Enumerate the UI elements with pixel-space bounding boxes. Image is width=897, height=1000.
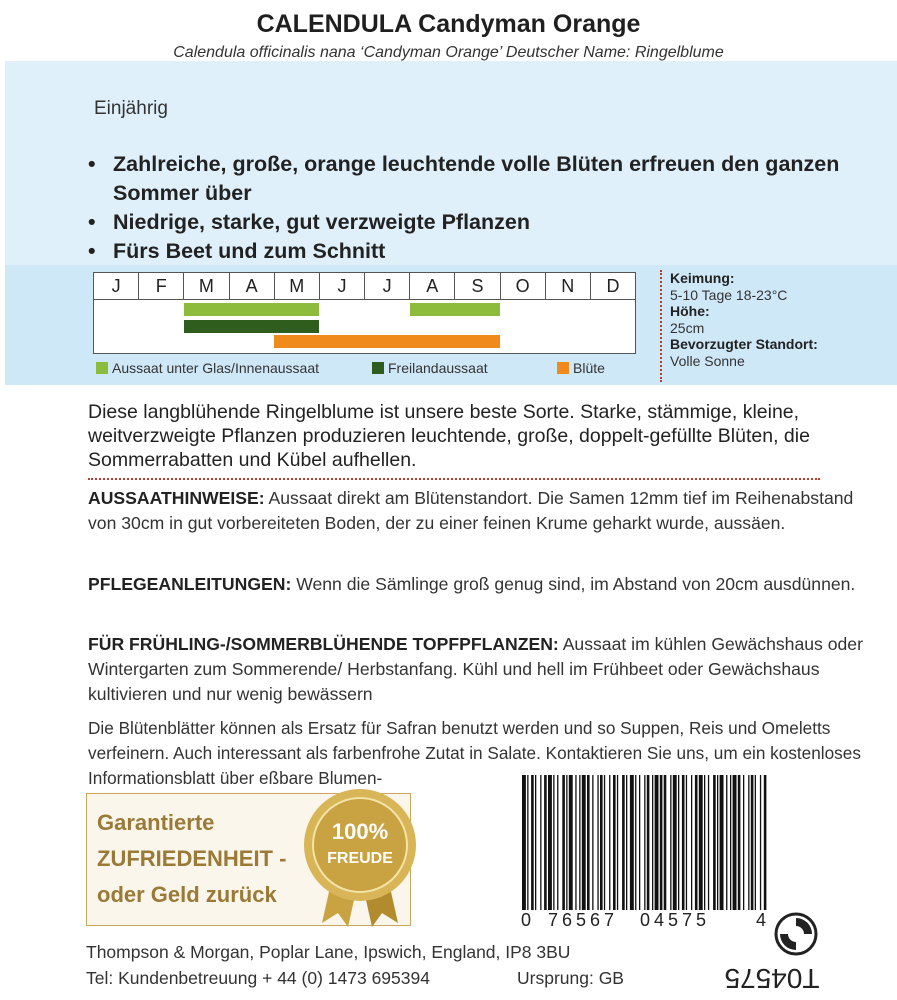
barcode-bar — [575, 775, 576, 910]
bar-indoor-sowing — [184, 303, 319, 316]
month-12: D — [606, 276, 620, 296]
barcode-bar — [613, 775, 616, 910]
legend-label-bloom: Blüte — [573, 360, 605, 376]
barcode-bar — [557, 775, 558, 910]
legend-bloom — [557, 360, 605, 376]
care-instructions — [88, 572, 878, 597]
pots-heading: FÜR FRÜHLING-/SOMMERBLÜHENDE TOPFPFLANZEN: — [88, 634, 559, 654]
barcode-bar — [652, 775, 653, 910]
sowing-calendar — [93, 272, 636, 354]
barcode-bar — [678, 775, 679, 910]
barcode-bar — [587, 775, 590, 910]
company-address: Thompson & Morgan, Poplar Lane, Ipswich, England, IP8 3BU — [86, 942, 571, 962]
barcode-bar — [579, 775, 580, 910]
section-divider — [88, 478, 820, 480]
description: Diese langblühende Ringelblume ist unsere beste Sorte. Starke, stämmige, kleine, weitverzweigte Pflanzen produzieren leuchtende, große, doppelt-gefüllte Blüten, die Sommerrabatten und Kübel aufhellen. — [88, 401, 810, 471]
sowing-text: Aussaat direkt am Blütenstandort. Die Samen 12mm tief im Reihenabstand von 30cm in gut vorbereiteten Boden, der zu einer feinen Krume geharkt wurde, aussäen. — [88, 488, 854, 533]
barcode-bar — [713, 775, 716, 910]
month-9: S — [455, 273, 500, 299]
location-value: Volle Sonne — [670, 352, 745, 369]
legend-indoor — [96, 360, 319, 376]
barcode-bar — [597, 775, 598, 910]
barcode-bar — [682, 775, 685, 910]
height-value: 25cm — [670, 319, 705, 336]
barcode-bar — [630, 775, 634, 910]
barcode-bar — [566, 775, 567, 910]
barcode-bar — [604, 775, 605, 910]
care-heading: PFLEGEANLEITUNGEN: — [88, 574, 292, 594]
month-6: J — [320, 273, 365, 299]
barcode-bar — [535, 775, 536, 910]
guarantee-line3: oder Geld zurück — [97, 882, 277, 907]
month-11: N — [546, 273, 591, 299]
annual-label: Einjährig — [94, 98, 168, 119]
month-5: M — [275, 273, 320, 299]
location-label: Bevorzugter Standort: — [670, 336, 818, 352]
barcode-bar — [660, 775, 663, 910]
barcode-bar — [717, 775, 718, 910]
month-8: A — [410, 273, 455, 299]
legend-swatch-outdoor — [372, 362, 384, 374]
barcode-bar — [600, 775, 603, 910]
guarantee-line1: Garantierte — [97, 810, 215, 835]
barcode-bar — [582, 775, 586, 910]
culinary-note: Die Blütenblätter können als Ersatz für Safran benutzt werden und so Suppen, Reis und Omeletts verfeinern. Auch interessant als farbenfrohe Zutat in Salate. Kontaktieren Sie uns, um ein kostenloses Informationsblatt über eßbare Blumen- — [88, 718, 861, 788]
satisfaction-seal — [300, 785, 420, 930]
barcode-bar — [522, 775, 526, 910]
bar-flowering — [274, 335, 499, 348]
barcode-bar — [691, 775, 692, 910]
barcode — [516, 775, 771, 910]
height-label: Höhe: — [670, 303, 710, 319]
month-1: J — [94, 273, 139, 299]
bar-indoor-sowing — [410, 303, 500, 316]
barcode-bar — [751, 775, 754, 910]
product-code: T04575 — [724, 963, 820, 994]
barcode-bar — [626, 775, 627, 910]
barcode-bar — [540, 775, 541, 910]
barcode-digit-1: 0 — [521, 910, 532, 930]
barcode-bar — [673, 775, 677, 910]
barcode-bar — [704, 775, 705, 910]
barcode-bar — [553, 775, 554, 910]
calendar-months — [94, 273, 635, 300]
barcode-bar — [527, 775, 528, 910]
product-title: CALENDULA Candyman Orange — [256, 10, 641, 38]
barcode-bar — [720, 775, 724, 910]
sowing-instructions — [88, 486, 878, 536]
feature-item: • Zahlreiche, große, orange leuchtende volle Blüten erfreuen den ganzen Sommer über — [88, 150, 878, 208]
barcode-bar — [686, 775, 687, 910]
pots-text: Aussaat im kühlen Gewächshaus oder Wintergarten zum Sommerende/ Herbstanfang. Kühl und hell im Frühbeet oder Gewächshaus kultivieren und nur wenig bewässern — [88, 634, 863, 704]
green-dot-recycle-icon — [774, 912, 818, 956]
barcode-bar — [647, 775, 650, 910]
legend-label-indoor: Aussaat unter Glas/Innenaussaat — [112, 360, 320, 376]
barcode-bar — [664, 775, 667, 910]
barcode-bar — [733, 775, 737, 910]
barcode-bar — [708, 775, 709, 910]
feature-list — [88, 150, 878, 266]
barcode-bar — [670, 775, 671, 910]
month-3: M — [184, 273, 229, 299]
month-4: A — [230, 273, 275, 299]
barcode-bar — [592, 775, 593, 910]
customer-service-phone: Tel: Kundenbetreuung + 44 (0) 1473 695394 — [86, 968, 430, 988]
barcode-bar — [622, 775, 625, 910]
barcode-bar — [609, 775, 610, 910]
barcode-bar — [639, 775, 640, 910]
barcode-bar — [531, 775, 534, 910]
barcode-bar — [655, 775, 659, 910]
month-10: O — [501, 273, 546, 299]
barcode-bar — [760, 775, 761, 910]
germination-label: Keimung: — [670, 270, 735, 286]
barcode-digits-left: 76567 — [548, 910, 619, 930]
guarantee-line2: ZUFRIEDENHEIT - — [97, 846, 287, 871]
growing-info — [670, 270, 818, 369]
month-2: F — [139, 273, 184, 299]
barcode-bar — [730, 775, 731, 910]
seal-word: FREUDE — [327, 850, 393, 867]
barcode-bar — [569, 775, 573, 910]
barcode-bar — [743, 775, 744, 910]
barcode-bar — [548, 775, 552, 910]
feature-item: • Fürs Beet und zum Schnitt — [88, 237, 878, 266]
botanical-name: Calendula officinalis nana ‘Candyman Orange’ Deutscher Name: Ringelblume — [173, 44, 724, 61]
seal-percent: 100% — [331, 819, 389, 844]
care-text: Wenn die Sämlinge groß genug sind, im Abstand von 20cm ausdünnen. — [291, 574, 856, 594]
barcode-bar — [748, 775, 749, 910]
pot-instructions — [88, 632, 878, 707]
legend-swatch-bloom — [557, 362, 569, 374]
barcode-bar — [764, 775, 767, 910]
barcode-bar — [755, 775, 756, 910]
barcode-bar — [699, 775, 703, 910]
barcode-bar — [617, 775, 618, 910]
bar-outdoor-sowing — [184, 320, 319, 333]
barcode-bar — [544, 775, 547, 910]
feature-item: • Niedrige, starke, gut verzweigte Pflanzen — [88, 208, 878, 237]
legend-swatch-indoor — [96, 362, 108, 374]
barcode-bar — [695, 775, 698, 910]
origin: Ursprung: GB — [517, 968, 624, 988]
legend-outdoor — [372, 360, 488, 376]
month-7: J — [365, 273, 410, 299]
barcode-bar — [726, 775, 727, 910]
legend-label-outdoor: Freilandaussaat — [388, 360, 488, 376]
barcode-digit-check: 4 — [756, 910, 767, 930]
sowing-heading: AUSSAATHINWEISE: — [88, 488, 265, 508]
info-divider — [660, 270, 662, 382]
barcode-bar — [562, 775, 565, 910]
barcode-bar — [738, 775, 741, 910]
germination-value: 5-10 Tage 18-23°C — [670, 286, 788, 303]
barcode-digits-right: 04575 — [640, 910, 711, 930]
barcode-bar — [635, 775, 636, 910]
barcode-bar — [644, 775, 645, 910]
